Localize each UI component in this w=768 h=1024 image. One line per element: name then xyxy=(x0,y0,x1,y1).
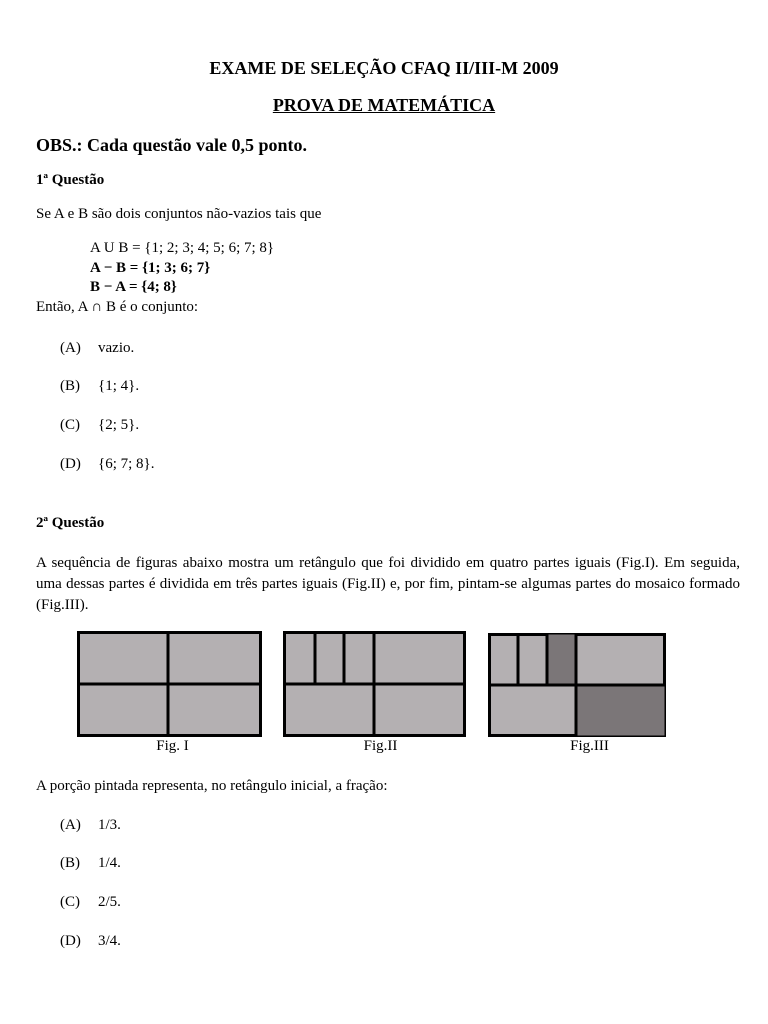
question-1-heading: 1ª Questão xyxy=(36,172,105,188)
caption-fig-1: Fig. I xyxy=(156,738,189,754)
option-label: (B) xyxy=(60,855,80,871)
figure-2 xyxy=(283,631,466,737)
q2-option-d xyxy=(60,933,121,950)
subject-title-text: PROVA DE MATEMÁTICA xyxy=(272,95,496,115)
question-2-heading: 2ª Questão xyxy=(36,515,105,531)
q2-option-b xyxy=(60,855,121,872)
figure-3-shaded-quarter xyxy=(576,685,665,736)
obs-note: OBS.: Cada questão vale 0,5 ponto. xyxy=(36,135,308,155)
exam-title: EXAME DE SELEÇÃO CFAQ II/III-M 2009 xyxy=(209,58,559,78)
option-text: 2/5. xyxy=(98,894,121,910)
q2-option-c xyxy=(60,894,121,911)
caption-fig-2: Fig.II xyxy=(363,738,398,754)
option-label: (C) xyxy=(60,417,80,433)
option-text: vazio. xyxy=(98,340,135,356)
option-text: {2; 5}. xyxy=(98,417,140,433)
question-2-prompt: A porção pintada representa, no retângulo inicial, a fração: xyxy=(36,778,388,794)
set-union: A U B = {1; 2; 3; 4; 5; 6; 7; 8} xyxy=(90,240,275,256)
option-text: 1/3. xyxy=(98,817,121,833)
option-label: (C) xyxy=(60,894,80,910)
q1-option-b xyxy=(60,378,139,395)
subject-title xyxy=(0,95,768,116)
figure-3-shaded-third xyxy=(547,635,576,685)
option-label: (B) xyxy=(60,378,80,394)
option-label: (A) xyxy=(60,817,81,833)
option-text: 3/4. xyxy=(98,933,121,949)
option-label: (D) xyxy=(60,933,81,949)
set-b-minus-a: B − A = {4; 8} xyxy=(90,279,177,295)
option-label: (D) xyxy=(60,456,81,472)
option-text: 1/4. xyxy=(98,855,121,871)
question-2-paragraph: A sequência de figuras abaixo mostra um retângulo que foi dividido em quatro partes iguais (Fig.I). Em seguida, uma dessas partes é dividida em três partes iguais (Fig.II) e, por fim, pintam-se algumas partes do mosaico formado (Fig.III). xyxy=(36,555,740,613)
q1-option-a xyxy=(60,340,134,357)
figure-3 xyxy=(488,633,666,737)
q1-option-d xyxy=(60,456,154,473)
q2-option-a xyxy=(60,817,121,834)
option-label: (A) xyxy=(60,340,81,356)
figure-1 xyxy=(77,631,262,737)
set-a-minus-b: A − B = {1; 3; 6; 7} xyxy=(90,260,211,276)
option-text: {1; 4}. xyxy=(98,378,140,394)
question-1-intro: Se A e B são dois conjuntos não-vazios tais que xyxy=(36,206,322,222)
option-text: {6; 7; 8}. xyxy=(98,456,155,472)
caption-fig-3: Fig.III xyxy=(570,738,609,754)
question-1-prompt: Então, A ∩ B é o conjunto: xyxy=(36,299,199,315)
q1-option-c xyxy=(60,417,139,434)
